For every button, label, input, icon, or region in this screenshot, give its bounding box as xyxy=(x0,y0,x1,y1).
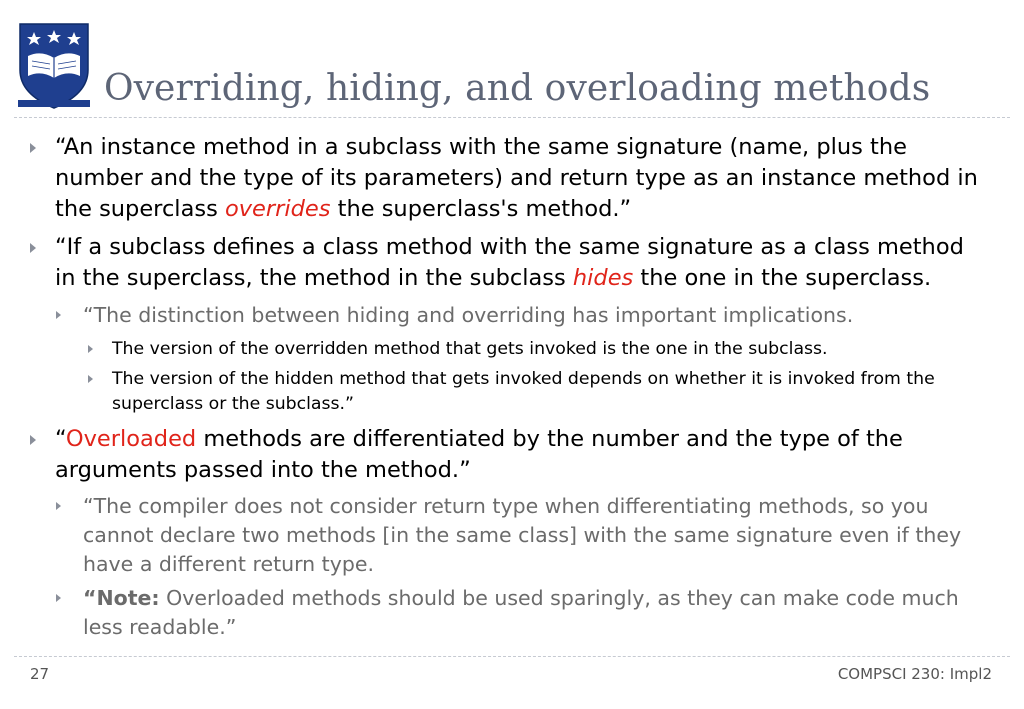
bullet-text-pre: “If a subclass defines a class method with the same signature as a class method in the superclass, the method in the subclass xyxy=(55,234,964,291)
bullet-text xyxy=(83,584,986,642)
emphasis-overloaded: Overloaded xyxy=(65,426,197,452)
note-text: Overloaded methods should be used sparingly, as they can make code much less readable.” xyxy=(83,586,959,639)
bullet-text xyxy=(55,424,990,486)
bullet-hide xyxy=(30,232,990,294)
bullet-overload xyxy=(30,424,990,486)
triangle-bullet-icon xyxy=(56,594,61,602)
triangle-bullet-icon xyxy=(88,375,93,383)
sub-sub-bullet-hidden xyxy=(88,367,988,417)
university-logo xyxy=(14,20,94,112)
sub-bullet-distinction xyxy=(56,301,986,330)
bullet-text xyxy=(55,132,990,225)
triangle-bullet-icon xyxy=(56,311,61,319)
bullet-text: “The compiler does not consider return type when differentiating methods, so you cannot declare two methods [in the same class] with the same signature even if they have a different return type. xyxy=(83,494,962,576)
bullet-text-pre: “An instance method in a subclass with the same signature (name, plus the number and the type of its parameters) and return type as an instance method in the superclass xyxy=(55,134,978,222)
sub-sub-bullet-overridden xyxy=(88,337,988,362)
triangle-bullet-icon xyxy=(56,502,61,510)
emphasis-overrides: overrides xyxy=(224,196,331,222)
triangle-bullet-icon xyxy=(30,243,36,253)
footer-divider xyxy=(14,656,1010,657)
bullet-text xyxy=(55,232,990,294)
title-divider xyxy=(14,117,1010,118)
bullet-text-pre: “ xyxy=(55,426,66,452)
bullet-text-post: the one in the superclass. xyxy=(633,265,932,291)
emphasis-hides: hides xyxy=(572,265,634,291)
triangle-bullet-icon xyxy=(30,435,36,445)
triangle-bullet-icon xyxy=(88,345,93,353)
bullet-text-post: the superclass's method.” xyxy=(330,196,632,222)
course-label: COMPSCI 230: Impl2 xyxy=(837,665,992,683)
bullet-text: The version of the overridden method that gets invoked is the one in the subclass. xyxy=(112,339,828,359)
page-number: 27 xyxy=(30,665,50,683)
bullet-text: “The distinction between hiding and overriding has important implications. xyxy=(83,303,854,327)
triangle-bullet-icon xyxy=(30,143,36,153)
sub-bullet-compiler xyxy=(56,492,986,579)
bullet-override xyxy=(30,132,990,225)
note-label: “Note: xyxy=(83,586,160,610)
slide-title: Overriding, hiding, and overloading methods xyxy=(104,68,931,109)
sub-bullet-note xyxy=(56,584,986,642)
bullet-text: The version of the hidden method that gets invoked depends on whether it is invoked from the superclass or the subclass.” xyxy=(112,369,935,414)
bullet-text-post: methods are differentiated by the number and the type of the arguments passed into the method.” xyxy=(55,426,903,483)
crest-icon xyxy=(14,20,94,112)
